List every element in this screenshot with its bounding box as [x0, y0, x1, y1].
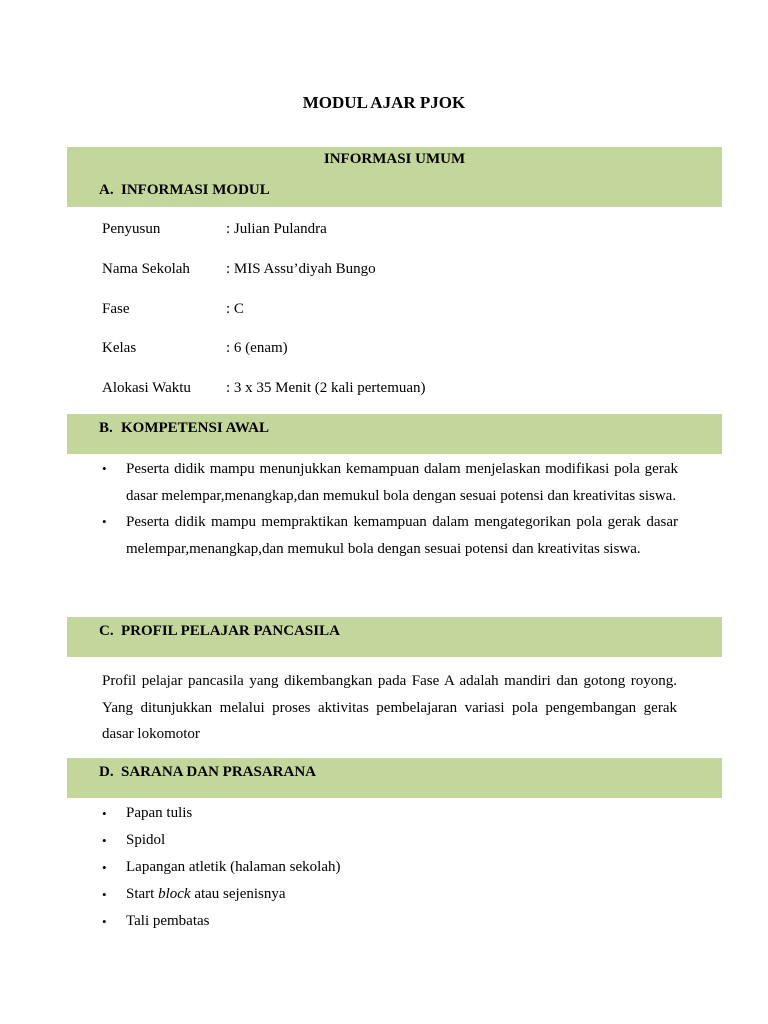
list-item [100, 881, 678, 908]
bullet-icon: • [102, 461, 107, 476]
bullet-icon: • [102, 914, 107, 929]
bullet-icon: • [102, 514, 107, 530]
general-info-title: INFORMASI UMUM [323, 151, 466, 167]
info-label: Nama Sekolah [102, 260, 190, 277]
info-label: Penyusun [102, 221, 161, 237]
info-row-kelas [102, 339, 682, 379]
list-item-text-prefix: Start [126, 886, 159, 902]
section-a-heading [99, 182, 270, 199]
bullet-icon: • [102, 887, 107, 902]
section-d-title: SARANA DAN PRASARANA [121, 764, 317, 780]
info-label: Kelas [102, 340, 137, 357]
section-d-letter: D. [99, 764, 114, 780]
section-b-heading [99, 420, 269, 437]
info-value: : 3 x 35 Menit (2 kali pertemuan) [226, 380, 426, 397]
pancasila-paragraph: Profil pelajar pancasila yang dikembangkan pada Fase A adalah mandiri dan gotong royong. Yang ditunjukkan melalui proses aktivitas pembelajaran variasi pola pengembangan gerak dasar lokomotor [102, 673, 677, 742]
list-item-text: Papan tulis [126, 805, 193, 821]
list-item [100, 509, 678, 562]
list-item-text: Spidol [126, 832, 166, 848]
info-value: : MIS Assu’diyah Bungo [226, 260, 376, 277]
list-item-text: Peserta didik mampu menunjukkan kemampuan dalam menjelaskan modifikasi pola gerak dasar melempar,menangkap,dan memukul bola dengan sesuai potensi dan kreativitas siswa. [126, 461, 678, 504]
page-title: MODUL AJAR PJOK [302, 93, 466, 112]
section-c-letter: C. [99, 623, 114, 639]
info-row-penyusun [102, 220, 682, 260]
section-a-title: INFORMASI MODUL [121, 182, 270, 198]
competency-list [100, 456, 678, 563]
list-item-text: Peserta didik mampu mempraktikan kemampuan dalam mengategorikan pola gerak dasar melempar,menangkap,dan memukul bola dengan sesuai potensi dan kreativitas siswa. [126, 514, 678, 558]
section-c-band [67, 617, 722, 657]
section-d-heading [99, 764, 316, 781]
bullet-icon: • [102, 833, 107, 848]
list-item [100, 854, 678, 881]
info-label: Alokasi Waktu [102, 380, 191, 397]
list-item [100, 827, 678, 854]
list-item [100, 456, 678, 509]
info-value: : 6 (enam) [226, 340, 288, 357]
info-value: : C [226, 300, 244, 317]
info-row-alokasi-waktu [102, 379, 682, 419]
section-c-title: PROFIL PELAJAR PANCASILA [121, 623, 340, 639]
list-item-text: Lapangan atletik (halaman sekolah) [126, 859, 341, 875]
general-info-band [67, 147, 722, 207]
list-item [100, 908, 678, 935]
section-b-letter: B. [99, 420, 113, 436]
module-info-table [102, 220, 682, 419]
section-d-band [67, 758, 722, 798]
section-b-band [67, 414, 722, 454]
facility-list [100, 800, 678, 935]
section-b-title: KOMPETENSI AWAL [121, 420, 269, 436]
list-item-text-emphasis: block [158, 886, 191, 902]
list-item [100, 800, 678, 827]
info-row-fase [102, 300, 682, 340]
section-a-letter: A. [99, 182, 114, 198]
list-item-text-suffix: atau sejenisnya [190, 886, 286, 902]
list-item-text: Tali pembatas [126, 913, 210, 929]
bullet-icon: • [102, 806, 107, 821]
info-value: : Julian Pulandra [226, 221, 327, 237]
section-c-heading [99, 623, 340, 640]
bullet-icon: • [102, 860, 107, 875]
info-label: Fase [102, 300, 130, 317]
info-row-nama-sekolah [102, 260, 682, 300]
